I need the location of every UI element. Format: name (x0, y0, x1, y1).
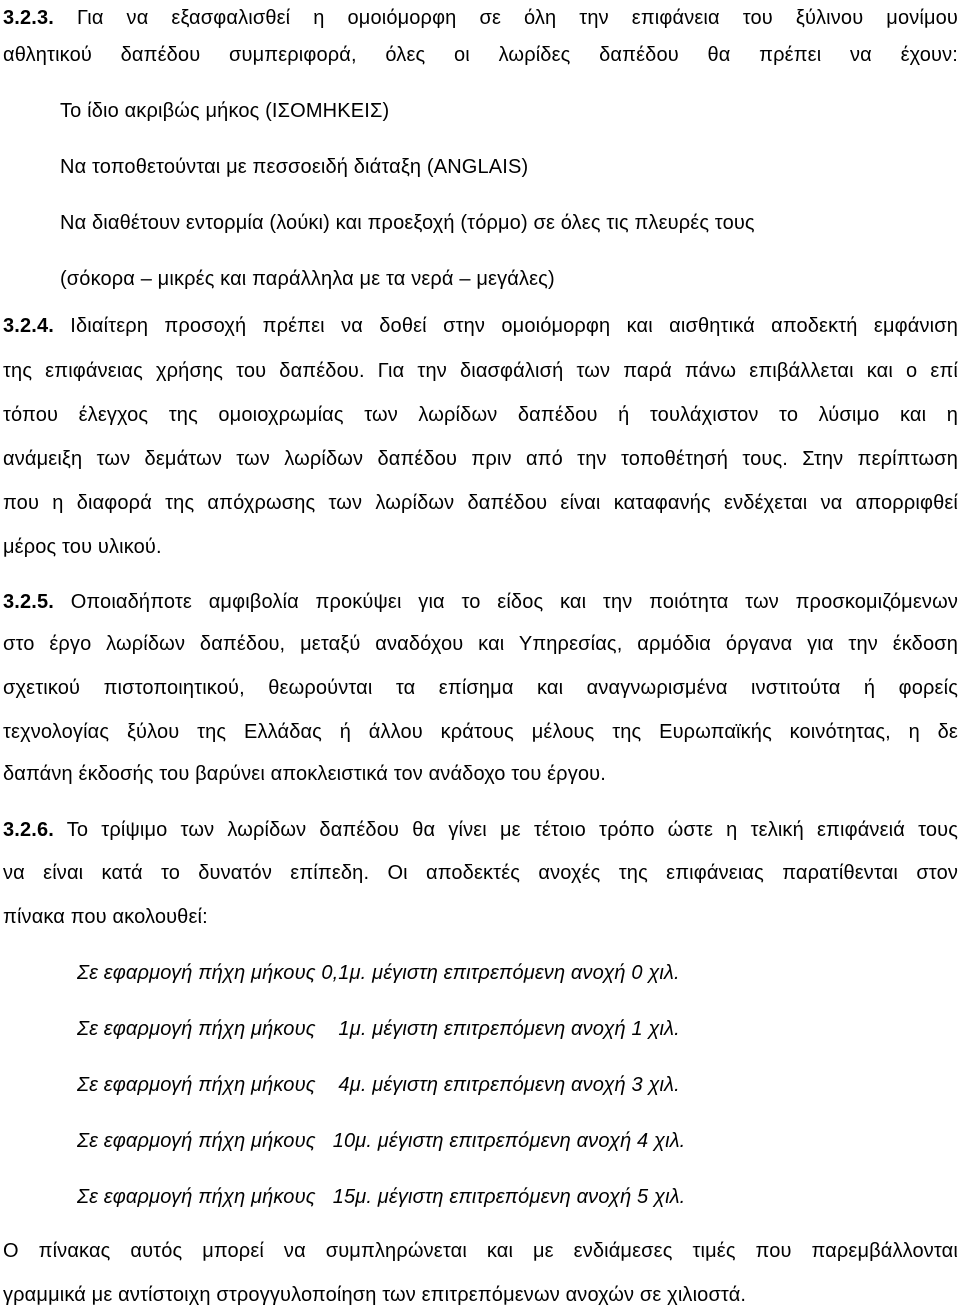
section-text: Ιδιαίτερη προσοχή πρέπει να δοθεί στην ομοιόμορφη και αισθητικά αποδεκτή εμφάνιση (70, 315, 958, 337)
section-3-2-3-line-2 (3, 40, 958, 70)
tolerance-row: Σε εφαρμογή πήχη μήκους 10μ. μέγιστη επιτρεπόμενη ανοχή 4 χιλ. (77, 1130, 686, 1152)
tolerance-row: Σε εφαρμογή πήχη μήκους 4μ. μέγιστη επιτρεπόμενη ανοχή 3 χιλ. (77, 1074, 680, 1096)
section-3-2-5-line-3: σχετικού πιστοποιητικού, θεωρούνται τα επίσημα και αναγνωρισμένα ινστιτούτα ή φορείς (3, 677, 958, 699)
section-number: 3.2.3. (3, 7, 54, 29)
requirement-item-3: Να διαθέτουν εντορμία (λούκι) και προεξοχή (τόρμο) σε όλες τις πλευρές τους (60, 212, 755, 234)
section-3-2-6-line-3: πίνακα που ακολουθεί: (3, 906, 208, 928)
section-text: Οποιαδήποτε αμφιβολία προκύψει για το είδος και την ποιότητα των προσκομιζόμενων (70, 591, 958, 613)
closing-line-1: Ο πίνακας αυτός μπορεί να συμπληρώνεται και με ενδιάμεσες τιμές που παρεμβάλλονται (3, 1240, 958, 1262)
section-3-2-5-line-1 (3, 587, 958, 617)
section-3-2-4-line-6: μέρος του υλικού. (3, 536, 162, 558)
section-3-2-6-line-1 (3, 815, 958, 845)
tolerance-row: Σε εφαρμογή πήχη μήκους 15μ. μέγιστη επιτρεπόμενη ανοχή 5 χιλ. (77, 1186, 686, 1208)
section-text: Το τρίψιμο των λωρίδων δαπέδου θα γίνει με τέτοιο τρόπο ώστε η τελική επιφάνειά τους (66, 819, 958, 841)
section-3-2-5-line-2: στο έργο λωρίδων δαπέδου, μεταξύ αναδόχου και Υπηρεσίας, αρμόδια όργανα για την έκδοση (3, 633, 958, 655)
requirement-item-3-continuation: (σόκορα – μικρές και παράλληλα με τα νερά – μεγάλες) (60, 268, 555, 290)
section-text: αθλητικού δαπέδου συμπεριφορά, όλες οι λωρίδες δαπέδου θα πρέπει να έχουν: (3, 44, 958, 66)
section-3-2-4-line-1 (3, 311, 958, 341)
section-3-2-4-line-2: της επιφάνειας χρήσης του δαπέδου. Για την διασφάλισή των παρά πάνω επιβάλλεται και ο επί (3, 360, 958, 382)
section-3-2-4-line-4: ανάμειξη των δεμάτων των λωρίδων δαπέδου πριν από την τοποθέτησή τους. Στην περίπτωση (3, 448, 958, 470)
section-number: 3.2.6. (3, 819, 54, 841)
section-3-2-3-line-1 (3, 3, 958, 33)
section-3-2-6-line-2: να είναι κατά το δυνατόν επίπεδη. Οι αποδεκτές ανοχές της επιφάνειας παρατίθενται στον (3, 862, 958, 884)
section-number: 3.2.4. (3, 315, 54, 337)
requirement-item-1: Το ίδιο ακριβώς μήκος (ΙΣΟΜΗΚΕΙΣ) (60, 100, 390, 122)
section-3-2-5-line-5: δαπάνη έκδοσής του βαρύνει αποκλειστικά τον ανάδοχο του έργου. (3, 763, 606, 785)
section-text: Για να εξασφαλισθεί η ομοιόμορφη σε όλη την επιφάνεια του ξύλινου μονίμου (76, 7, 958, 29)
section-3-2-4-line-3: τόπου έλεγχος της ομοιοχρωμίας των λωρίδων δαπέδου ή τουλάχιστον το λύσιμο και η (3, 404, 958, 426)
section-number: 3.2.5. (3, 591, 54, 613)
requirement-item-2: Να τοποθετούνται με πεσσοειδή διάταξη (ANGLAIS) (60, 156, 529, 178)
section-3-2-4-line-5: που η διαφορά της απόχρωσης των λωρίδων δαπέδου είναι καταφανής ενδέχεται να απορριφθεί (3, 492, 958, 514)
tolerance-row: Σε εφαρμογή πήχη μήκους 0,1μ. μέγιστη επιτρεπόμενη ανοχή 0 χιλ. (77, 962, 680, 984)
section-3-2-5-line-4: τεχνολογίας ξύλου της Ελλάδας ή άλλου κράτους μέλους της Ευρωπαϊκής κοινότητας, η δε (3, 721, 958, 743)
closing-line-2: γραμμικά με αντίστοιχη στρογγυλοποίηση των επιτρεπόμενων ανοχών σε χιλιοστά. (3, 1284, 747, 1306)
tolerance-row: Σε εφαρμογή πήχη μήκους 1μ. μέγιστη επιτρεπόμενη ανοχή 1 χιλ. (77, 1018, 680, 1040)
